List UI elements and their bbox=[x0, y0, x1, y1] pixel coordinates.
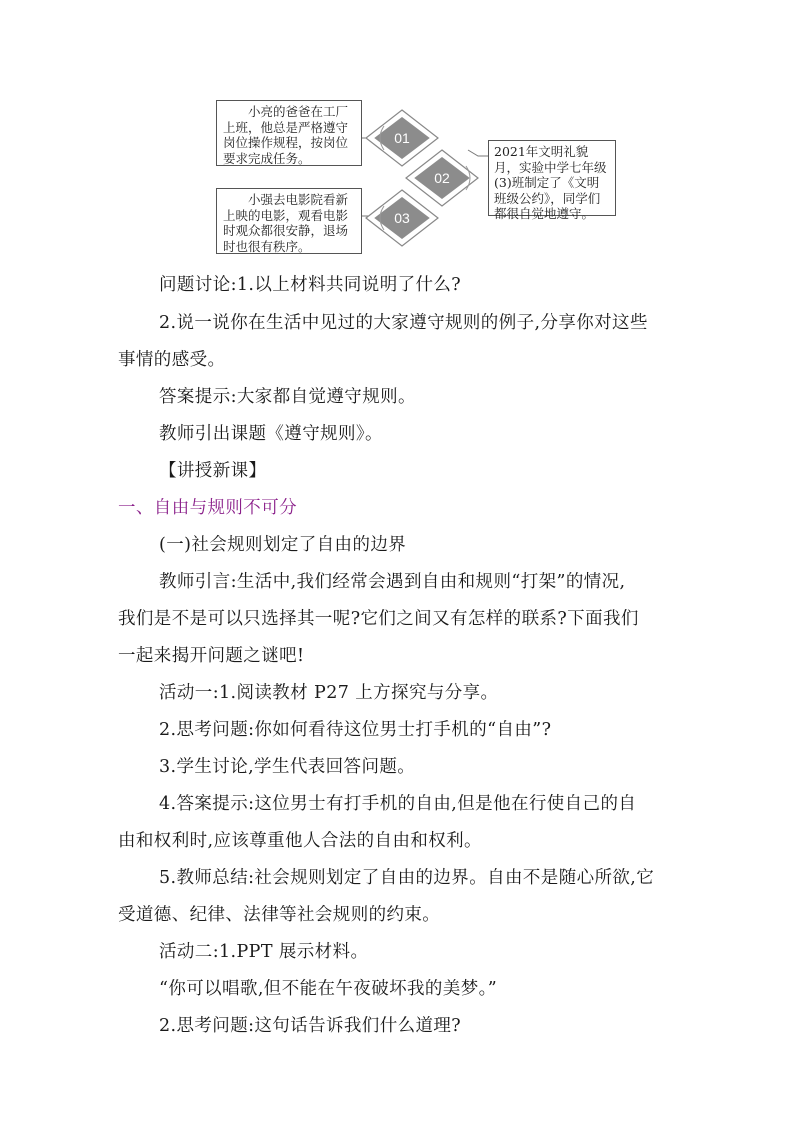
badge-01-label: 01 bbox=[394, 130, 410, 146]
diamond-02 bbox=[406, 150, 478, 206]
badge-02-label: 02 bbox=[434, 170, 450, 186]
activity-1-step-5: 5.教师总结:社会规则划定了自由的边界。自由不是随心所欲,它 bbox=[159, 868, 655, 888]
activity-2-quote: “你可以唱歌,但不能在午夜破坏我的美梦。” bbox=[159, 979, 498, 999]
discussion-question-1: 问题讨论:1.以上材料共同说明了什么? bbox=[159, 275, 462, 295]
diamond-03 bbox=[366, 190, 438, 246]
material-box-3: 小强去电影院看新上映的电影，观看电影时观众都很安静，退场时也很有秩序。 bbox=[216, 188, 362, 254]
activity-1-step-1: 活动一:1.阅读教材 P27 上方探究与分享。 bbox=[159, 683, 499, 703]
answer-hint: 答案提示:大家都自觉遵守规则。 bbox=[159, 387, 416, 407]
activity-2-step-2: 2.思考问题:这句话告诉我们什么道理? bbox=[159, 1016, 462, 1036]
teacher-intro-line-1: 教师引言:生活中,我们经常会遇到自由和规则“打架”的情况, bbox=[159, 572, 626, 592]
activity-1-step-5-cont: 受道德、纪律、法律等社会规则的约束。 bbox=[118, 905, 441, 925]
subsection-heading: (一)社会规则划定了自由的边界 bbox=[159, 535, 407, 555]
material-box-2: 2021年文明礼貌月，实验中学七年级(3)班制定了《文明班级公约》，同学们都很自觉地遵守。 bbox=[488, 140, 616, 216]
material-box-1: 小亮的爸爸在工厂上班，他总是严格遵守岗位操作规程，按岗位要求完成任务。 bbox=[216, 100, 362, 166]
discussion-question-2-cont: 事情的感受。 bbox=[118, 350, 226, 370]
materials-diagram bbox=[216, 98, 616, 258]
activity-1-step-3: 3.学生讨论,学生代表回答问题。 bbox=[159, 757, 416, 777]
teacher-intro-line-3: 一起来揭开问题之谜吧! bbox=[118, 646, 305, 666]
diamond-01 bbox=[366, 110, 438, 166]
lesson-title-line: 教师引出课题《遵守规则》。 bbox=[159, 424, 383, 444]
discussion-question-2: 2.说一说你在生活中见过的大家遵守规则的例子,分享你对这些 bbox=[159, 313, 648, 333]
section-heading: 一、自由与规则不可分 bbox=[118, 498, 297, 518]
activity-1-step-4: 4.答案提示:这位男士有打手机的自由,但是他在行使自己的自 bbox=[159, 794, 637, 814]
teacher-intro-line-2: 我们是不是可以只选择其一呢?它们之间又有怎样的联系?下面我们 bbox=[118, 609, 639, 629]
activity-1-step-2: 2.思考问题:你如何看待这位男士打手机的“自由”? bbox=[159, 720, 552, 740]
badge-03-label: 03 bbox=[394, 210, 410, 226]
section-label: 【讲授新课】 bbox=[159, 461, 267, 481]
activity-1-step-4-cont: 由和权利时,应该尊重他人合法的自由和权利。 bbox=[118, 831, 482, 851]
activity-2-step-1: 活动二:1.PPT 展示材料。 bbox=[159, 942, 369, 962]
